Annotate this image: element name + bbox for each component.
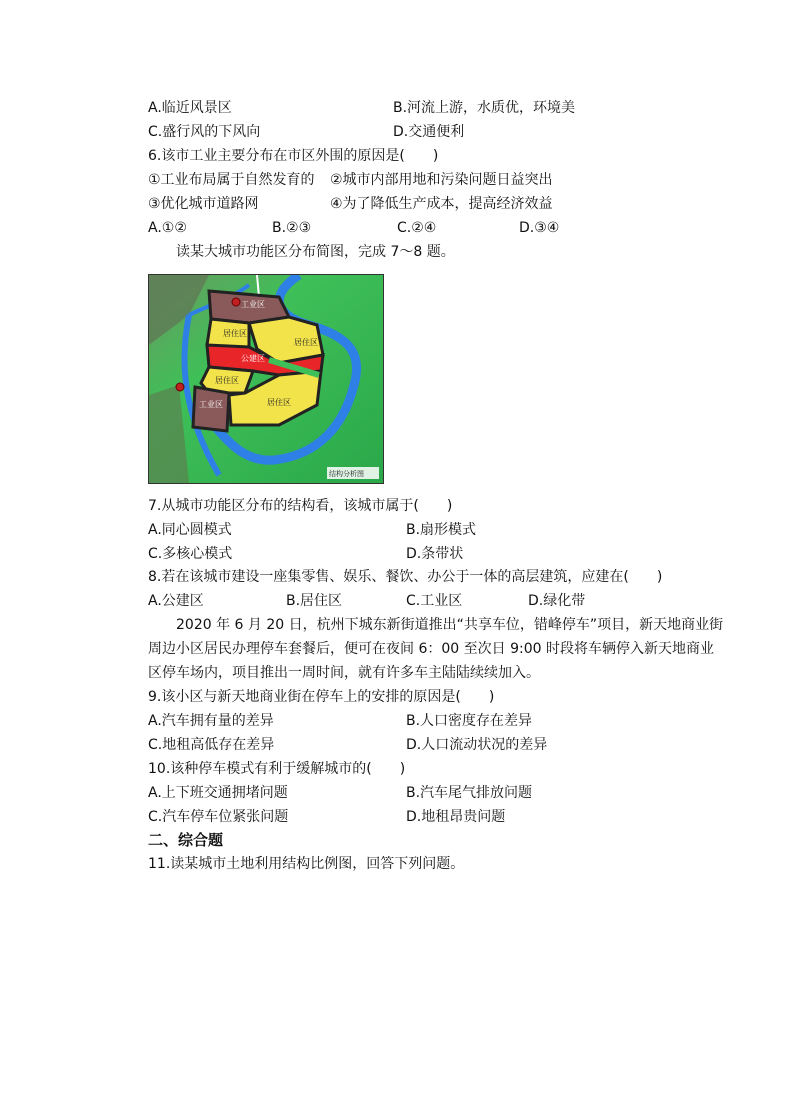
q5-option-c: C.盛行风的下风向 (148, 124, 261, 140)
label-industrial-2: 工业区 (199, 400, 223, 409)
q7-option-a: A.同心圆模式 (148, 522, 232, 538)
q8-stem: 8.若在该城市建设一座集零售、娱乐、餐饮、办公于一体的高层建筑，应建在( ) (148, 569, 663, 585)
q6-item-4: ④为了降低生产成本，提高经济效益 (330, 196, 553, 212)
q10-option-a: A.上下班交通拥堵问题 (148, 785, 288, 801)
label-industrial-1: 工业区 (241, 300, 265, 309)
q6-item-3: ③优化城市道路网 (148, 196, 259, 212)
passage-line-2: 周边小区居民办理停车套餐后，便可在夜间 6：00 至次日 9:00 时段将车辆停入新天地商业 (148, 641, 714, 657)
passage-line-1: 2020 年 6 月 20 日，杭州下城东新街道推出“共享车位，错峰停车”项目，新天地商业街 (176, 617, 724, 633)
section-heading: 二、综合题 (148, 831, 224, 849)
q8-option-b: B.居住区 (286, 593, 343, 609)
q9-option-a: A.汽车拥有量的差异 (148, 713, 274, 729)
map-caption: 结构分析图 (329, 470, 364, 478)
label-residential-4: 居住区 (267, 398, 291, 407)
q7-stem: 7.从城市功能区分布的结构看，该城市属于( ) (148, 498, 453, 514)
passage-line-3: 区停车场内，项目推出一周时间，就有许多车主陆陆续续加入。 (148, 665, 540, 681)
q9-option-d: D.人口流动状况的差异 (406, 737, 548, 753)
q9-option-b: B.人口密度存在差异 (406, 713, 533, 729)
q6-option-b: B.②③ (272, 220, 312, 236)
q8-option-d: D.绿化带 (528, 593, 586, 609)
q6-option-d: D.③④ (519, 220, 560, 236)
label-residential-1: 居住区 (223, 329, 247, 338)
label-commercial: 公建区 (241, 354, 265, 363)
q10-option-c: C.汽车停车位紧张问题 (148, 809, 289, 825)
road-node-west (176, 383, 184, 391)
q6-item-1: ①工业布局属于自然发育的 (148, 172, 315, 188)
q6-item-2: ②城市内部用地和污染问题日益突出 (330, 172, 553, 188)
q6-option-a: A.①② (148, 220, 187, 236)
label-residential-2: 居住区 (294, 338, 318, 347)
q11-stem: 11.读某城市土地利用结构比例图，回答下列问题。 (148, 856, 465, 872)
q8-option-a: A.公建区 (148, 593, 204, 609)
city-function-map (148, 274, 384, 484)
q10-option-d: D.地租昂贵问题 (406, 809, 506, 825)
q5-option-b: B.河流上游，水质优，环境美 (393, 100, 576, 116)
q5-option-a: A.临近风景区 (148, 100, 232, 116)
industrial-zone-south (193, 387, 229, 431)
q7-option-b: B.扇形模式 (406, 522, 477, 538)
q10-option-b: B.汽车尾气排放问题 (406, 785, 533, 801)
q7-option-d: D.条带状 (406, 546, 464, 562)
q8-option-c: C.工业区 (406, 593, 463, 609)
q9-option-c: C.地租高低存在差异 (148, 737, 275, 753)
q6-option-c: C.②④ (397, 220, 437, 236)
q6-stem: 6.该市工业主要分布在市区外围的原因是( ) (148, 148, 439, 164)
road-node-north (232, 298, 240, 306)
q7-option-c: C.多核心模式 (148, 546, 233, 562)
q10-stem: 10.该种停车模式有利于缓解城市的( ) (148, 761, 406, 777)
q9-stem: 9.该小区与新天地商业街在停车上的安排的原因是( ) (148, 689, 495, 705)
q5-option-d: D.交通便利 (393, 124, 465, 140)
map-intro: 读某大城市功能区分布简图，完成 7～8 题。 (176, 244, 455, 260)
label-residential-3: 居住区 (215, 376, 239, 385)
